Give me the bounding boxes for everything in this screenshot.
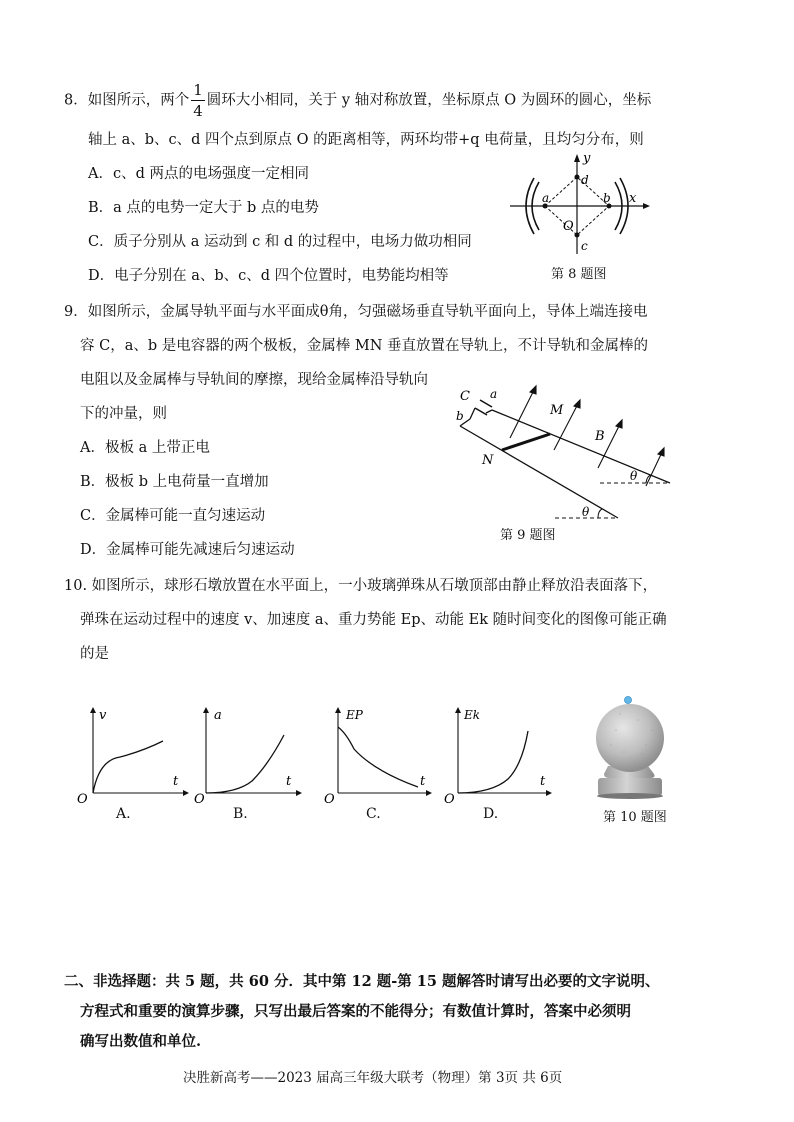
graph-b-ylabel: a: [214, 708, 222, 723]
q10-graph-b: [192, 705, 307, 805]
q10-option-b-label: B.: [233, 806, 248, 822]
q10-stem-line2: 弹珠在运动过程中的速度 v、加速度 a、重力势能 Ep、动能 Ek 随时间变化的图像可能正确: [80, 612, 667, 628]
q9-stem-line2: 容 C，a、b 是电容器的两个极板，金属棒 MN 垂直放置在导轨上，不计导轨和金属棒的: [80, 338, 648, 354]
q9-label-B: B: [595, 429, 605, 444]
q8-label-y: y: [583, 151, 591, 166]
section2-line1: 二、非选择题：共 5 题，共 60 分．其中第 12 题-第 15 题解答时请写出必要的文字说明、: [64, 973, 660, 990]
q9-stem-line4: 下的冲量，则: [80, 406, 167, 422]
q9-option-c: C．金属棒可能一直匀速运动: [80, 508, 266, 524]
q10-option-a-label: A.: [116, 806, 131, 822]
q9-label-a: a: [490, 387, 498, 401]
graph-a-ylabel: v: [99, 708, 107, 723]
q8-figure: [505, 150, 665, 262]
q8-label-d: d: [581, 173, 589, 187]
q8-figure-caption: 第 8 题图: [551, 267, 607, 282]
q9-figure-caption: 第 9 题图: [500, 528, 556, 543]
q8-option-d: D．电子分别在 a、b、c、d 四个位置时，电势能均相等: [88, 268, 449, 284]
graph-b-xlabel: t: [286, 774, 292, 789]
q9-option-d: D．金属棒可能先减速后匀速运动: [80, 542, 295, 558]
q8-label-c: c: [581, 239, 588, 253]
graph-c-ylabel: EP: [346, 708, 363, 722]
q10-stem-line3: 的是: [80, 646, 109, 662]
q9-label-M: M: [550, 403, 564, 418]
q10-graph-c: [322, 705, 437, 805]
graph-d-xlabel: t: [540, 774, 546, 789]
graph-c-origin: O: [324, 792, 335, 805]
q9-option-b: B．极板 b 上电荷量一直增加: [80, 474, 269, 490]
q8-stem-start: 8．如图所示，两个: [64, 92, 190, 109]
glass-marble-icon: [625, 697, 632, 704]
graph-a-xlabel: t: [173, 774, 179, 789]
graph-b-origin: O: [194, 792, 205, 805]
q8-label-b: b: [603, 191, 611, 205]
q9-label-b: b: [456, 409, 464, 423]
q8-label-O: O: [563, 219, 574, 234]
section2-line3: 确写出数值和单位.: [80, 1033, 202, 1050]
graph-a-origin: O: [77, 792, 88, 805]
q9-label-C: C: [460, 389, 470, 404]
q9-stem-line3: 电阻以及金属棒与导轨间的摩擦，现给金属棒沿导轨向: [80, 372, 428, 388]
q9-figure: [450, 378, 675, 523]
q10-stem-line1: 10. 如图所示，球形石墩放置在水平面上，一小玻璃弹珠从石墩顶部由静止释放沿表面落下，: [64, 578, 658, 594]
q10-graph-a: [75, 705, 190, 805]
q8-option-b: B．a 点的电势一定大于 b 点的电势: [88, 200, 319, 216]
q10-option-c-label: C.: [366, 806, 381, 822]
q9-label-theta1: θ: [630, 469, 638, 483]
graph-d-ylabel: Ek: [464, 708, 481, 722]
fraction-denominator: 4: [193, 102, 203, 120]
q8-stem-rest: 圆环大小相同，关于 y 轴对称放置，坐标原点 O 为圆环的圆心，坐标: [206, 92, 652, 109]
page-footer: 决胜新高考——2023 届高三年级大联考（物理）第 3页 共 6页: [183, 1070, 563, 1086]
q9-option-a: A．极板 a 上带正电: [80, 440, 210, 456]
q8-option-a: A．c、d 两点的电场强度一定相同: [88, 166, 309, 182]
graph-c-xlabel: t: [420, 774, 426, 789]
section2-line2: 方程式和重要的演算步骤，只写出最后答案的不能得分；有数值计算时，答案中必须明: [80, 1003, 631, 1020]
q8-label-x: x: [629, 191, 637, 206]
fraction-numerator: 1: [193, 81, 203, 99]
graph-d-origin: O: [444, 792, 455, 805]
q8-option-c: C．质子分别从 a 运动到 c 和 d 的过程中，电场力做功相同: [88, 234, 472, 250]
q10-figure-caption: 第 10 题图: [603, 810, 667, 825]
q8-label-a: a: [542, 191, 550, 205]
q9-label-theta2: θ: [582, 505, 590, 519]
q8-stem-line2: 轴上 a、b、c、d 四个点到原点 O 的距离相等，两环均带+q 电荷量，且均匀分布，则: [88, 132, 644, 148]
q10-graph-d: [442, 705, 557, 805]
q8-stem-line1: [64, 80, 651, 121]
stone-ball-illustration: [586, 690, 676, 805]
q9-stem-line1: 9．如图所示，金属导轨平面与水平面成θ角，匀强磁场垂直导轨平面向上，导体上端连接电: [64, 304, 648, 320]
q9-label-N: N: [482, 453, 494, 468]
q10-option-d-label: D.: [483, 806, 499, 822]
quarter-fraction: [191, 80, 205, 121]
